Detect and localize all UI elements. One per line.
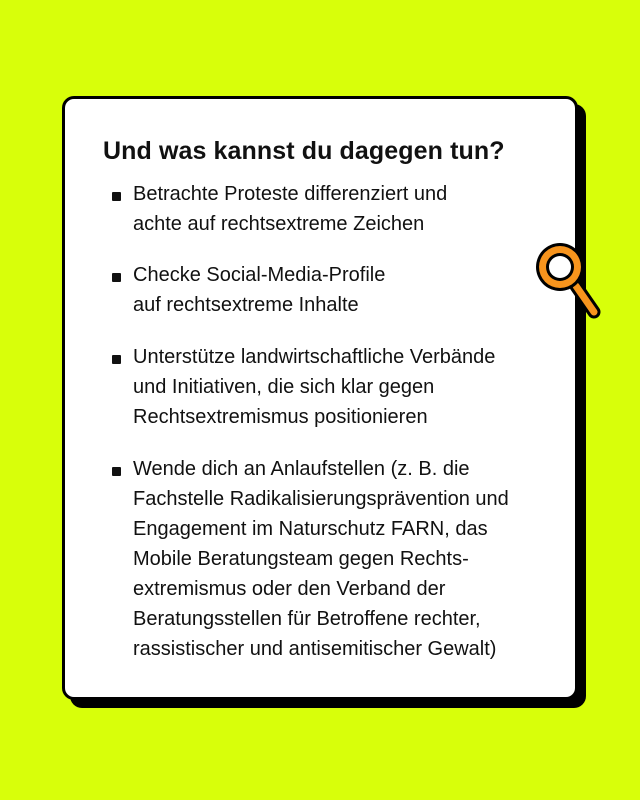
list-item-text: Engagement im Naturschutz FARN, das — [133, 518, 488, 540]
bullet-icon — [112, 273, 121, 282]
list-item-text: Mobile Beratungsteam gegen Rechts- — [133, 548, 469, 570]
card-title: Und was kannst du dagegen tun? — [103, 137, 505, 165]
list-item-text: Betrachte Proteste differenziert und — [133, 183, 448, 205]
list-item-text: Fachstelle Radikalisierungsprävention und — [133, 488, 509, 510]
magnifying-glass-icon — [530, 238, 606, 322]
list-item-text: und Initiativen, die sich klar gegen — [133, 376, 435, 398]
info-card — [62, 96, 578, 700]
list-item-text: auf rechtsextreme Inhalte — [133, 294, 359, 316]
bullet-icon — [112, 192, 121, 201]
list-item-text: Wende dich an Anlaufstellen (z. B. die — [133, 458, 470, 480]
list-item-text: Beratungsstellen für Betroffene rechter, — [133, 608, 481, 630]
list-item-text: extremismus oder den Verband der — [133, 578, 446, 600]
list-item-text: Checke Social-Media-Profile — [133, 264, 386, 286]
bullet-icon — [112, 467, 121, 476]
list-item-text: Unterstütze landwirtschaftliche Verbände — [133, 346, 496, 368]
list-item-text: rassistischer und antisemitischer Gewalt) — [133, 638, 497, 660]
list-item-text: achte auf rechtsextreme Zeichen — [133, 213, 425, 235]
list-item-text: Rechtsextremismus positionieren — [133, 406, 428, 428]
bullet-icon — [112, 355, 121, 364]
